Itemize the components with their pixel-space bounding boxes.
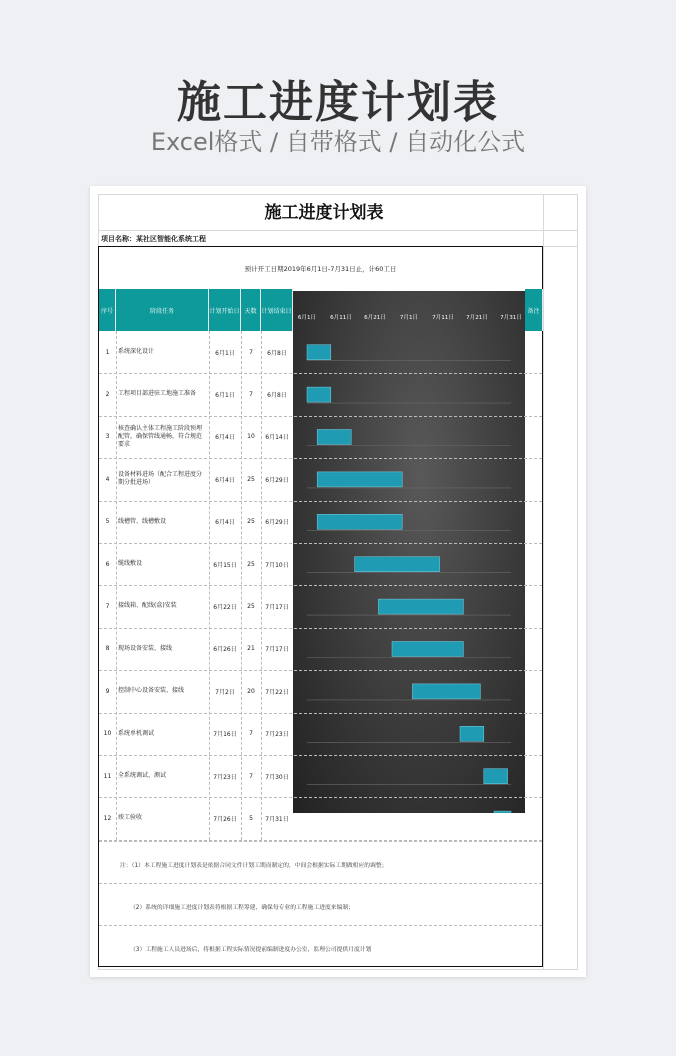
end-date: 7月22日: [265, 688, 289, 696]
table-row: [99, 416, 293, 458]
x-tick-label: 6月21日: [364, 315, 386, 321]
task-name: 控制中心设备安装、接线: [118, 687, 185, 695]
gantt-chart: [293, 291, 525, 813]
planned-dates: 预计开工日期2019年6月1日-7月31日止，计60工日: [244, 265, 397, 273]
note-3: （3）工程施工人员进场后，将根据工程实际情况提前编制进度办公室，监理公司提供月度计划: [130, 947, 372, 953]
end-date: 6月8日: [267, 349, 287, 357]
x-tick-label: 6月11日: [330, 315, 352, 321]
task-name: 接线箱、配线(盒)安装: [118, 602, 177, 610]
task-name: 线槽管、线槽敷设: [118, 517, 167, 525]
start-date: 7月26日: [213, 815, 237, 823]
table-row: [99, 628, 293, 670]
end-date: 7月31日: [265, 815, 289, 823]
row-number: 5: [105, 518, 110, 526]
column-divider: [209, 331, 210, 840]
x-tick-label: 7月21日: [466, 315, 488, 321]
table-row: [99, 373, 293, 415]
duration-days: 25: [247, 602, 255, 610]
page-title: 施工进度计划表: [177, 77, 499, 128]
sheet-title: 施工进度计划表: [264, 203, 384, 223]
start-date: 6月4日: [215, 519, 235, 527]
gantt-bar: [484, 769, 508, 784]
gantt-bar: [378, 599, 463, 614]
duration-days: 20: [247, 687, 255, 695]
page-subtitle: Excel格式 / 自带格式 / 自动化公式: [150, 128, 526, 156]
end-date: 6月29日: [265, 476, 289, 484]
end-date: 7月10日: [265, 561, 289, 569]
start-date: 6月4日: [215, 434, 235, 442]
start-date: 7月2日: [215, 688, 235, 696]
duration-days: 25: [247, 475, 255, 483]
task-name: 现场设备安装、接线: [118, 644, 173, 652]
row-number: 7: [105, 602, 110, 610]
row-divider: [99, 925, 542, 926]
duration-days: 7: [249, 730, 253, 738]
start-date: 6月15日: [213, 561, 237, 569]
gantt-bar: [317, 430, 351, 445]
row-number: 12: [103, 814, 112, 822]
row-number: 9: [105, 687, 110, 695]
project-name: 项目名称：某社区智能化系统工程: [101, 235, 206, 243]
header-start: 计划开始日: [209, 289, 241, 331]
start-date: 6月1日: [215, 391, 235, 399]
end-date: 7月17日: [265, 646, 289, 654]
row-number: 1: [105, 348, 110, 356]
column-divider: [261, 331, 262, 840]
start-date: 6月1日: [215, 349, 235, 357]
table-row: [99, 543, 293, 585]
column-divider: [116, 331, 117, 840]
gantt-bar: [460, 726, 484, 741]
end-date: 6月29日: [265, 519, 289, 527]
duration-days: 7: [249, 348, 253, 356]
duration-days: 10: [247, 433, 255, 441]
header-remark: 备注: [525, 289, 543, 331]
table-row: [99, 670, 293, 712]
start-date: 6月4日: [215, 476, 235, 484]
grid-line: [577, 194, 578, 969]
duration-days: 25: [247, 518, 255, 526]
column-divider: [241, 331, 242, 840]
spreadsheet-preview: [90, 186, 586, 977]
row-number: 8: [105, 645, 110, 653]
row-number: 11: [103, 772, 112, 780]
row-number: 3: [105, 433, 110, 441]
table-row: [99, 755, 293, 797]
header-no: 序号: [99, 289, 116, 331]
start-date: 7月16日: [213, 731, 237, 739]
row-number: 2: [105, 390, 110, 398]
start-date: 6月22日: [213, 603, 237, 611]
duration-days: 21: [247, 645, 255, 653]
task-name: 系统单机调试: [118, 729, 155, 737]
gantt-bar: [412, 684, 480, 699]
row-number: 10: [103, 730, 112, 738]
table-row: [99, 585, 293, 627]
x-tick-label: 7月1日: [399, 315, 419, 321]
table-row: [99, 458, 293, 500]
gantt-bar: [355, 557, 440, 572]
gantt-bar: [392, 642, 463, 657]
duration-days: 7: [249, 390, 253, 398]
x-tick-label: 6月1日: [297, 315, 317, 321]
duration-days: 7: [249, 772, 253, 780]
task-name: 缆线敷设: [118, 560, 143, 567]
x-tick-label: 7月31日: [500, 315, 522, 321]
grid-line: [543, 194, 544, 969]
row-divider: [99, 883, 542, 884]
task-name: 工程项目部进驻工地施工准备: [118, 390, 197, 398]
table-row: [99, 797, 293, 839]
gantt-bar: [307, 387, 331, 402]
header-days: 天数: [241, 289, 261, 331]
grid-line: [98, 194, 578, 195]
end-date: 6月8日: [267, 391, 287, 399]
gantt-svg: [293, 291, 525, 813]
end-date: 7月17日: [265, 603, 289, 611]
task-name: 全系统调试、测试: [118, 772, 167, 779]
header-task: 阶段任务: [116, 289, 209, 331]
row-number: 6: [105, 560, 110, 568]
task-name: 竣工验收: [118, 814, 143, 822]
header-end: 计划结束日: [261, 289, 293, 331]
gantt-bar: [494, 811, 511, 813]
grid-line: [98, 230, 578, 231]
task-name: 核查确认主体工程施工阶段预埋配管，确保管线通畅，符合规范要求: [118, 424, 203, 448]
note-1: 注：（1）本工程施工进度计划表是依据合同文件计划工期而制定的，中间会根据实际工期做相应的调整；: [120, 863, 388, 869]
note-2: （2）系统的详细施工进度计划表将根据工程筹建、确保每专业的工程施工进度来编制；: [130, 905, 354, 911]
row-divider: [99, 841, 542, 842]
start-date: 6月26日: [213, 646, 237, 654]
start-date: 7月23日: [213, 773, 237, 781]
end-date: 7月30日: [265, 773, 289, 781]
x-tick-label: 7月11日: [432, 315, 454, 321]
table-row: [99, 501, 293, 543]
end-date: 7月23日: [265, 731, 289, 739]
table-row: [99, 713, 293, 755]
gantt-bar: [317, 472, 402, 487]
duration-days: 25: [247, 560, 255, 568]
grid-line: [98, 969, 578, 970]
end-date: 6月14日: [265, 434, 289, 442]
row-number: 4: [105, 475, 110, 483]
gantt-bar: [317, 514, 402, 529]
gantt-bar: [307, 345, 331, 360]
duration-days: 5: [249, 814, 253, 822]
table-row: [99, 331, 293, 373]
task-name: 设备材料进场（配合工程进度分期分批进场）: [118, 471, 203, 487]
task-name: 系统深化设计: [118, 348, 155, 355]
